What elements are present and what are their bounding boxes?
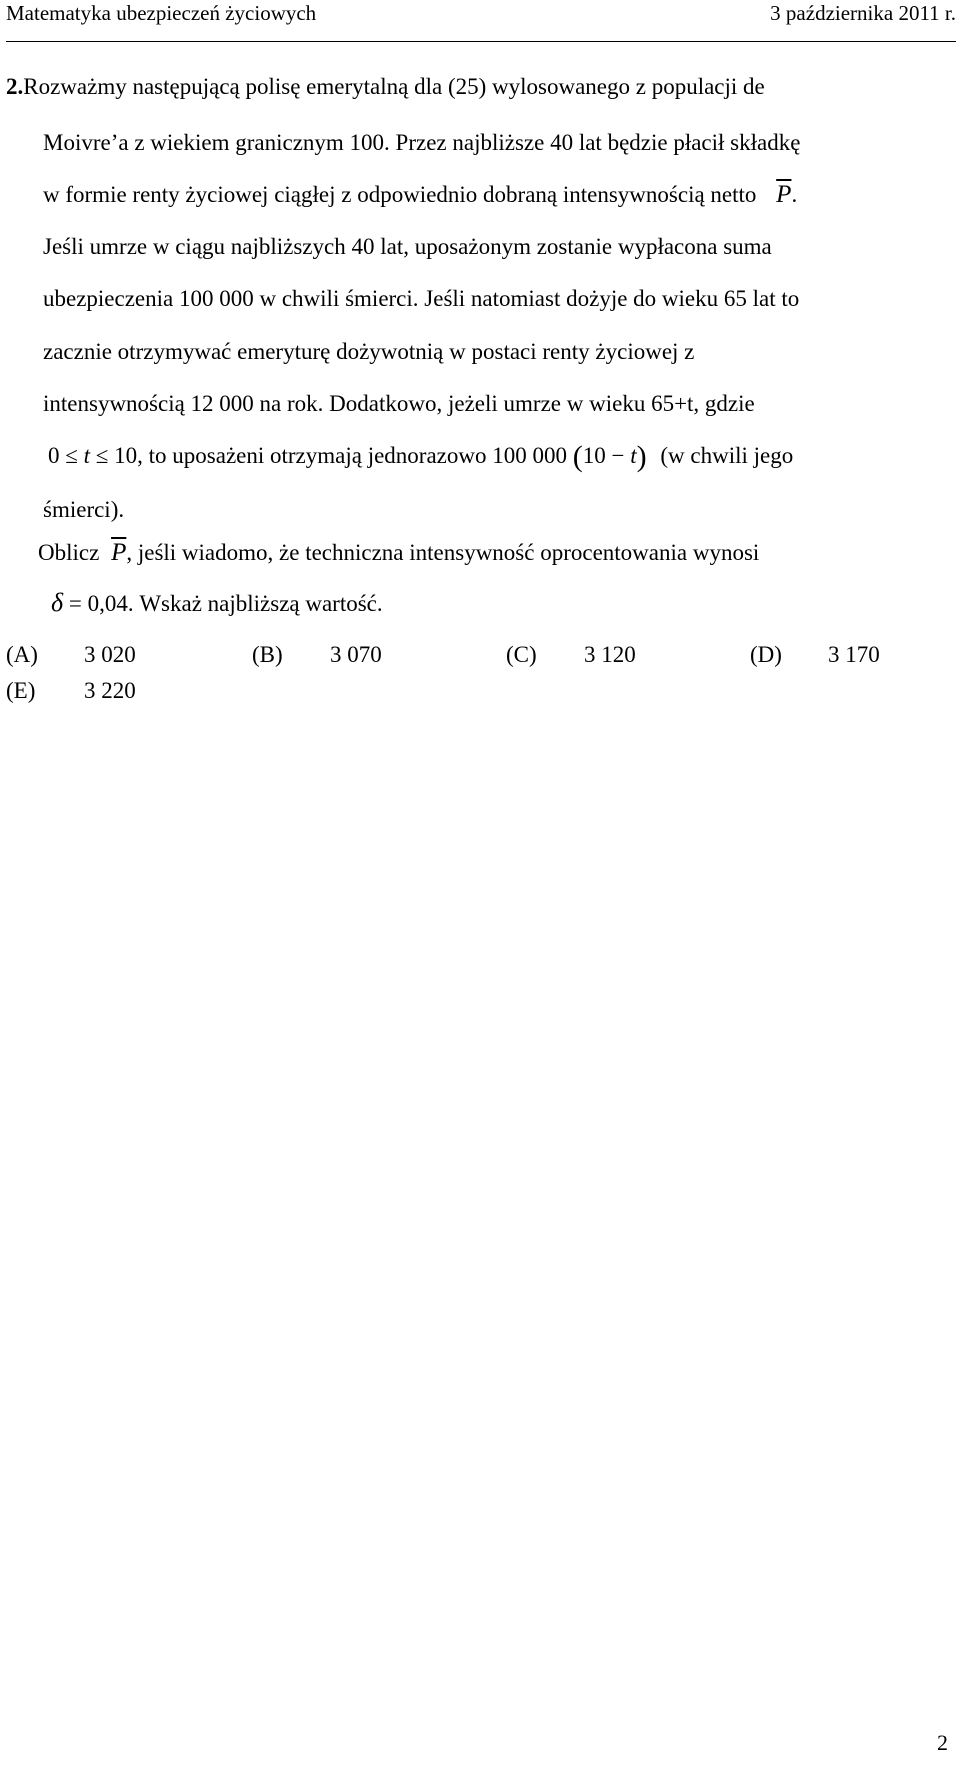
answer-d-label: (D) — [750, 642, 782, 667]
inequality-le-2: ≤ — [95, 443, 109, 468]
paren-close: ) — [636, 440, 647, 473]
problem-text-1: Rozważmy następującą polisę emerytalną dla (25) wylosowanego z populacji de — [23, 74, 765, 99]
problem-line-3 — [43, 180, 797, 210]
problem-text-8-mid: , to uposażeni otrzymają jednorazowo — [137, 443, 487, 468]
lump-sum-amount: 100 000 — [492, 443, 567, 468]
problem-line-11 — [51, 588, 383, 619]
paren-t: t — [630, 443, 637, 468]
answer-c-label: (C) — [506, 642, 537, 667]
answer-a-label: (A) — [6, 642, 38, 667]
answer-d-value: 3 170 — [828, 642, 880, 667]
paren-ten: 10 — [582, 443, 606, 468]
answer-c-value: 3 120 — [584, 642, 636, 667]
inequality-t: t — [83, 443, 91, 468]
problem-line-9 — [43, 495, 124, 525]
problem-text-8-end: (w chwili jego — [660, 443, 794, 468]
problem-line-8 — [48, 441, 793, 472]
answer-a — [6, 640, 136, 670]
equals-sign: = — [68, 591, 82, 616]
problem-line-10 — [38, 538, 759, 568]
premium-symbol-P: $\overline{P}$ — [776, 181, 792, 208]
problem-dot: . — [791, 182, 798, 207]
paren-minus: − — [611, 443, 625, 468]
problem-text-2: Moivre’a z wiekiem granicznym 100. Przez najbliższe 40 lat będzie płacił składkę — [43, 130, 801, 155]
answer-e-label: (E) — [6, 678, 36, 703]
problem-text-10-start: Oblicz — [38, 540, 100, 565]
answer-b-value: 3 070 — [330, 642, 382, 667]
page-number: 2 — [937, 1730, 948, 1755]
problem-text-6: zacznie otrzymywać emeryturę dożywotnią w postaci renty życiowej z — [43, 339, 695, 364]
problem-line-1 — [6, 72, 765, 102]
inequality-ten: 10 — [114, 443, 138, 468]
answer-d — [750, 640, 880, 670]
delta-value: 0,04 — [87, 591, 128, 616]
header-date: 3 października 2011 r. — [770, 1, 956, 25]
problem-line-4 — [43, 232, 772, 262]
header-title: Matematyka ubezpieczeń życiowych — [6, 1, 317, 25]
problem-text-7: intensywnością 12 000 na rok. Dodatkowo, jeżeli umrze w wieku 65+t, gdzie — [43, 391, 755, 416]
page-header — [6, 0, 956, 42]
problem-line-5 — [43, 284, 799, 314]
problem-text-10-end: , jeśli wiadomo, że techniczna intensywność oprocentowania wynosi — [126, 540, 760, 565]
inequality-zero: 0 — [48, 443, 60, 468]
answer-b — [252, 640, 382, 670]
paren-open: ( — [572, 440, 583, 473]
problem-text-4: Jeśli umrze w ciągu najbliższych 40 lat, uposażonym zostanie wypłacona suma — [43, 234, 772, 259]
delta-symbol: δ — [51, 588, 64, 617]
premium-symbol-P-2: $\overline{P}$ — [111, 539, 127, 566]
problem-text-3: w formie renty życiowej ciągłej z odpowiednio dobraną intensywnością netto — [43, 182, 757, 207]
problem-number: 2. — [6, 74, 24, 99]
answer-c — [506, 640, 636, 670]
inequality-le-1: ≤ — [65, 443, 78, 468]
answer-a-value: 3 020 — [84, 642, 136, 667]
answer-e-value: 3 220 — [84, 678, 136, 703]
problem-text-9: śmierci). — [43, 497, 125, 522]
problem-line-7 — [43, 389, 755, 419]
problem-line-2 — [43, 128, 800, 158]
answer-b-label: (B) — [252, 642, 283, 667]
answer-e — [6, 676, 136, 706]
header-rule — [6, 41, 956, 42]
problem-text-11-end: . Wskaż najbliższą wartość. — [127, 591, 383, 616]
problem-text-5: ubezpieczenia 100 000 w chwili śmierci. Jeśli natomiast dożyje do wieku 65 lat to — [43, 286, 800, 311]
problem-line-6 — [43, 337, 694, 367]
